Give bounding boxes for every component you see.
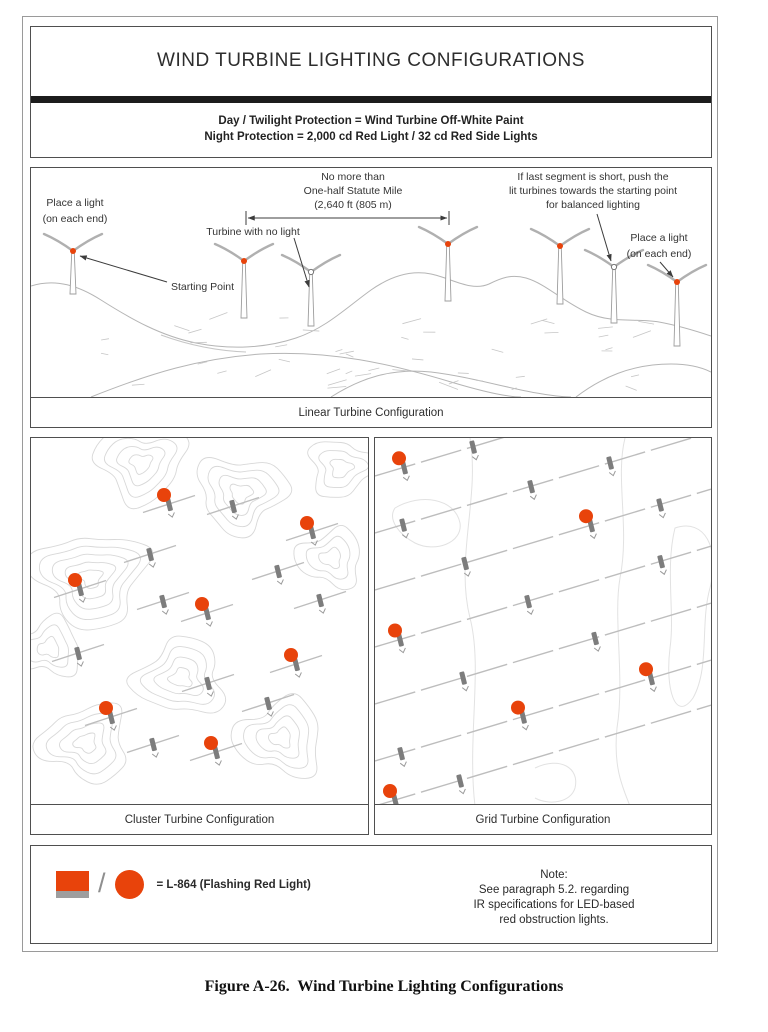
heading-mark bbox=[660, 570, 667, 575]
unlit-turbine bbox=[294, 592, 346, 614]
l864-red-light-dot bbox=[383, 784, 397, 798]
legend-label: = L-864 (Flashing Red Light) bbox=[156, 878, 311, 891]
l864-red-light-dot bbox=[195, 597, 209, 611]
unlit-turbine bbox=[656, 555, 667, 575]
l864-red-light-dot bbox=[445, 241, 451, 247]
heading-mark bbox=[311, 540, 318, 545]
turbine-blade bbox=[531, 229, 560, 246]
divider-bar bbox=[31, 96, 711, 103]
unlit-turbine bbox=[124, 546, 176, 568]
heading-mark bbox=[459, 789, 466, 794]
l864-red-light-dot bbox=[388, 624, 402, 638]
heading-mark bbox=[215, 760, 222, 765]
heading-mark bbox=[162, 609, 169, 614]
unlit-turbine bbox=[585, 250, 643, 323]
grid-configuration-drawing bbox=[375, 438, 711, 806]
unlit-turbine bbox=[182, 675, 234, 697]
grid-row-line bbox=[375, 705, 711, 806]
grid-panel-caption: Grid Turbine Configuration bbox=[375, 804, 711, 834]
starting-point-arrow bbox=[80, 256, 167, 282]
heading-mark bbox=[168, 512, 175, 517]
lit-turbine bbox=[531, 229, 589, 304]
unlit-turbine bbox=[526, 480, 537, 500]
heading-mark bbox=[403, 476, 410, 481]
terrain-sketch bbox=[31, 273, 711, 397]
l864-square-light bbox=[56, 871, 89, 891]
heading-mark bbox=[79, 597, 86, 602]
place-light-right-line1: Place a light bbox=[630, 232, 688, 244]
distance-label-line2: One-half Statute Mile bbox=[303, 185, 403, 197]
l864-red-light-dot bbox=[70, 248, 76, 254]
lit-turbine bbox=[85, 701, 137, 731]
heading-mark bbox=[206, 621, 213, 626]
linear-panel-caption: Linear Turbine Configuration bbox=[31, 397, 711, 427]
title-block bbox=[30, 26, 712, 158]
turbine-blade bbox=[244, 244, 273, 261]
heading-mark bbox=[207, 691, 214, 696]
heading-mark bbox=[319, 608, 326, 613]
turbine-blade bbox=[311, 255, 340, 272]
l864-red-light-dot bbox=[99, 701, 113, 715]
cluster-configuration-panel bbox=[30, 437, 369, 835]
night-protection-line: Night Protection = 2,000 cd Red Light / 32 cd Red Side Lights bbox=[204, 131, 538, 143]
segment-note-arrow bbox=[597, 214, 611, 261]
note-line: IR specifications for LED-based bbox=[473, 899, 635, 911]
heading-mark bbox=[522, 725, 529, 730]
cluster-turbines bbox=[52, 488, 346, 766]
place-light-left-line2: (on each end) bbox=[42, 213, 108, 225]
heading-mark bbox=[650, 687, 657, 692]
unlit-turbine bbox=[468, 440, 479, 460]
unlit-turbine bbox=[137, 593, 189, 615]
segment-note-line1: If last segment is short, push the bbox=[517, 171, 669, 183]
l864-red-light-dot bbox=[639, 662, 653, 676]
lit-turbine bbox=[181, 597, 233, 627]
l864-circle-symbol bbox=[115, 870, 144, 899]
linear-configuration-drawing bbox=[31, 168, 711, 398]
l864-red-light-dot bbox=[241, 258, 247, 264]
figure-caption: Figure A-26. Wind Turbine Lighting Configurations bbox=[204, 978, 564, 995]
turbine-blade bbox=[282, 255, 311, 272]
grid-row-line bbox=[375, 660, 711, 761]
heading-mark bbox=[400, 762, 407, 767]
lit-turbine bbox=[44, 234, 102, 294]
distance-label-line3: (2,640 ft (805 m) bbox=[314, 199, 392, 211]
lit-turbine bbox=[143, 488, 195, 518]
protection-notes bbox=[31, 113, 711, 145]
contour-lines bbox=[393, 438, 711, 806]
heading-mark bbox=[594, 646, 601, 651]
heading-mark bbox=[399, 648, 406, 653]
unlit-turbine bbox=[605, 456, 616, 476]
heading-mark bbox=[149, 562, 156, 567]
l864-red-light-dot bbox=[157, 488, 171, 502]
lit-turbine bbox=[648, 265, 706, 346]
l864-red-light-dot bbox=[511, 701, 525, 715]
unlit-hub bbox=[308, 269, 313, 274]
segment-note-line2: lit turbines towards the starting point bbox=[508, 185, 678, 197]
unlit-turbine bbox=[458, 671, 469, 691]
heading-mark bbox=[462, 686, 469, 691]
lit-turbine bbox=[270, 648, 322, 678]
slash-separator: / bbox=[98, 868, 106, 898]
note-line: See paragraph 5.2. regarding bbox=[478, 884, 630, 896]
turbine-blade bbox=[44, 234, 73, 251]
place-light-left-line1: Place a light bbox=[46, 197, 104, 209]
unlit-turbine bbox=[455, 774, 466, 794]
heading-mark bbox=[530, 495, 537, 500]
segment-note-line3: for balanced lighting bbox=[546, 199, 640, 211]
heading-mark bbox=[402, 533, 409, 538]
l864-square-base bbox=[56, 891, 89, 898]
l864-red-light-dot bbox=[579, 509, 593, 523]
turbine-blade bbox=[560, 229, 589, 246]
distance-dimension bbox=[246, 211, 449, 225]
turbine-blade bbox=[73, 234, 102, 251]
heading-mark bbox=[527, 610, 534, 615]
grid-row-line bbox=[375, 438, 711, 476]
l864-red-light-dot bbox=[68, 573, 82, 587]
grid-row-line bbox=[375, 438, 711, 533]
unlit-turbine bbox=[252, 563, 304, 585]
heading-mark bbox=[295, 672, 302, 677]
unlit-turbine bbox=[52, 645, 104, 667]
note-line: red obstruction lights. bbox=[499, 914, 609, 926]
heading-mark bbox=[77, 661, 84, 666]
cluster-panel-caption: Cluster Turbine Configuration bbox=[31, 804, 368, 834]
turbine-blade bbox=[448, 227, 477, 244]
note-line: Note: bbox=[540, 869, 568, 881]
unlit-turbine bbox=[590, 631, 601, 651]
terrain-texture bbox=[101, 312, 654, 390]
figure-title: WIND TURBINE LIGHTING CONFIGURATIONS bbox=[157, 50, 585, 71]
l864-red-light-dot bbox=[557, 243, 563, 249]
starting-point-label: Starting Point bbox=[171, 281, 235, 293]
distance-label-line1: No more than bbox=[321, 171, 385, 183]
l864-square-symbol bbox=[56, 871, 89, 898]
legend-block bbox=[30, 845, 712, 944]
heading-mark bbox=[277, 579, 284, 584]
turbine-blade bbox=[585, 250, 614, 267]
heading-mark bbox=[609, 471, 616, 476]
unlit-turbine bbox=[655, 498, 666, 518]
unlit-turbine bbox=[127, 736, 179, 758]
grid-row-lines bbox=[375, 438, 711, 806]
cluster-configuration-drawing bbox=[31, 438, 368, 806]
heading-mark bbox=[152, 752, 159, 757]
unlit-turbine bbox=[396, 747, 407, 767]
unlit-turbine bbox=[523, 595, 534, 615]
heading-mark bbox=[472, 455, 479, 460]
grid-turbines bbox=[383, 440, 667, 806]
grid-row-line bbox=[375, 603, 711, 704]
unlit-turbine bbox=[398, 518, 409, 538]
turbine-blade bbox=[215, 244, 244, 261]
heading-mark bbox=[659, 513, 666, 518]
heading-mark bbox=[232, 514, 239, 519]
legend-key bbox=[56, 870, 311, 899]
heading-mark bbox=[590, 534, 597, 539]
nacelle bbox=[461, 557, 469, 571]
place-light-right-line2: (on each end) bbox=[626, 248, 692, 260]
unlit-turbine bbox=[460, 556, 471, 576]
grid-configuration-panel bbox=[374, 437, 712, 835]
turbine-blade bbox=[648, 265, 677, 282]
no-light-label: Turbine with no light bbox=[206, 226, 300, 238]
legend-note bbox=[439, 868, 669, 928]
lit-turbine bbox=[190, 736, 242, 766]
contour-lines bbox=[31, 438, 368, 784]
linear-configuration-panel bbox=[30, 167, 712, 428]
turbine-blade bbox=[677, 265, 706, 282]
l864-red-light-dot bbox=[300, 516, 314, 530]
unlit-turbine bbox=[282, 255, 340, 326]
turbine-blade bbox=[419, 227, 448, 244]
l864-red-light-dot bbox=[392, 451, 406, 465]
unlit-hub bbox=[611, 264, 616, 269]
l864-red-light-dot bbox=[674, 279, 680, 285]
l864-red-light-dot bbox=[204, 736, 218, 750]
l864-red-light-dot bbox=[284, 648, 298, 662]
lit-turbine bbox=[419, 227, 477, 301]
day-protection-line: Day / Twilight Protection = Wind Turbine Off-White Paint bbox=[218, 115, 524, 127]
